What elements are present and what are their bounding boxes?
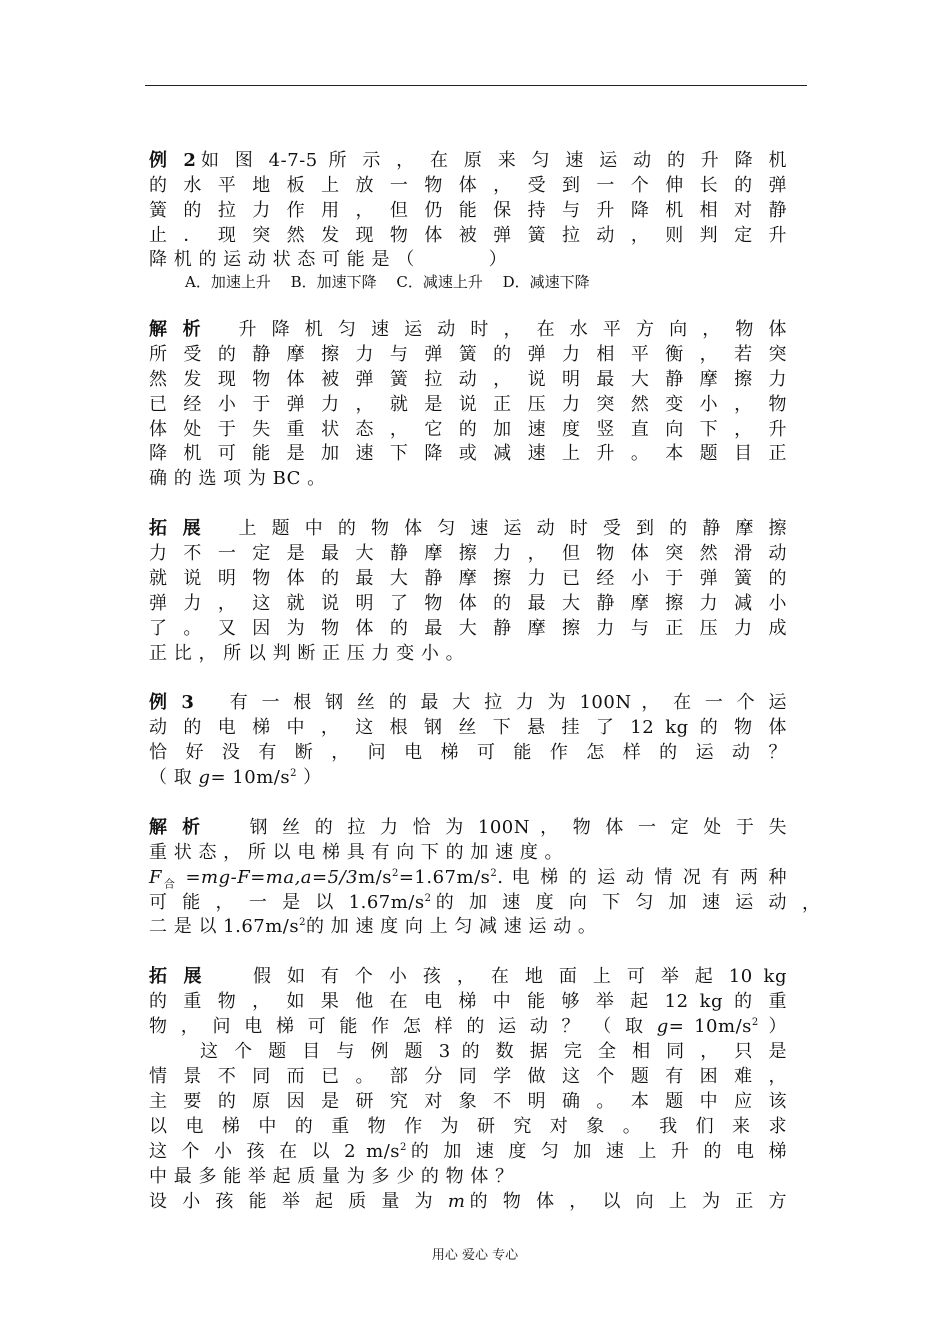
solution-3-text-a: 可 能 ， 一 是 以 1.67m/s	[149, 892, 425, 913]
solution-3-text-b: 的 加 速 度 向 下 匀 加 速 运 动	[431, 892, 788, 913]
extension-2-line-1	[149, 516, 787, 541]
solution-3-line-4	[149, 890, 787, 915]
formula: =mg-F=ma,a=5/3	[177, 867, 359, 888]
solution-3-label: 解 析	[149, 817, 205, 838]
solution-3-line-3	[149, 865, 787, 890]
extension-3-line-8	[149, 1139, 787, 1164]
header-rule	[145, 85, 807, 86]
example-3-line-1	[149, 690, 787, 715]
solution-3-text-a: 二 是 以 1.67m/s	[149, 916, 300, 937]
solution-2-line-4: 已 经 小 于 弹 力 ， 就 是 说 正 压 力 突 然 变 小 ， 物	[149, 394, 787, 415]
extension-2-line-6: 正 比 ， 所 以 判 断 正 压 力 变 小 。	[149, 643, 465, 664]
example-3-line-4	[149, 765, 787, 790]
example-2-options: A．加速上升 B．加速下降 C．减速上升 D．减速下降	[185, 273, 590, 291]
example-3-text: 有 一 根 钢 丝 的 最 大 拉 力 为 100N ， 在 一 个 运	[229, 692, 788, 713]
solution-2-line-5: 体 处 于 失 重 状 态 ， 它 的 加 速 度 竖 直 向 下 ， 升	[149, 419, 787, 440]
solution-2-line-3: 然 发 现 物 体 被 弹 簧 拉 动 ， 说 明 最 大 静 摩 擦 力	[149, 369, 787, 390]
extension-3-label: 拓 展	[149, 966, 207, 987]
superscript: 2	[400, 1142, 407, 1153]
solution-2-line-2: 所 受 的 静 摩 擦 力 与 弹 簧 的 弹 力 相 平 衡 ， 若 突	[149, 344, 787, 365]
extension-2-line-3: 就 说 明 物 体 的 最 大 静 摩 擦 力 已 经 小 于 弹 簧 的	[149, 568, 787, 589]
example-3-line-3: 恰 好 没 有 断 ， 问 电 梯 可 能 作 怎 样 的 运 动 ？	[149, 742, 787, 763]
extension-2-line-5: 了 。 又 因 为 物 体 的 最 大 静 摩 擦 力 与 正 压 力 成	[149, 618, 787, 639]
example-2-label: 例 2	[149, 150, 197, 171]
extension-3-line-1	[149, 964, 787, 989]
solution-3-line-1	[149, 815, 787, 840]
solution-2-text: 升 降 机 匀 速 运 动 时 ， 在 水 平 方 向 ， 物 体	[238, 319, 787, 340]
example-2-line-4: 止 ． 现 突 然 发 现 物 体 被 弹 簧 拉 动 ， 则 判 定 升	[149, 225, 787, 246]
solution-3-line-5	[149, 914, 787, 939]
extension-3-line-6: 主 要 的 原 因 是 研 究 对 象 不 明 确 。 本 题 中 应 该	[149, 1091, 787, 1112]
solution-3-line-4-tail: ，	[802, 893, 820, 914]
example-2-line-5: 降 机 的 运 动 状 态 可 能 是 （ ）	[149, 249, 508, 270]
solution-2-label: 解 析	[149, 319, 206, 340]
force-symbol: F	[149, 867, 162, 888]
extension-3-text-a: 设 小 孩 能 举 起 质 量 为	[149, 1191, 448, 1212]
solution-3-line-2: 重 状 态 ， 所 以 电 梯 具 有 向 下 的 加 速 度 。	[149, 842, 564, 863]
extension-2-text: 上 题 中 的 物 体 匀 速 运 动 时 受 到 的 静 摩 擦	[238, 518, 787, 539]
example-2-line-1	[149, 148, 787, 173]
mass-symbol: m	[447, 1191, 466, 1212]
g-symbol: g	[198, 767, 211, 788]
solution-3-text-b: 的 加 速 度 向 上 匀 减 速 运 动 。	[306, 916, 597, 937]
superscript: 2	[290, 768, 297, 779]
superscript: 2	[490, 868, 498, 879]
extension-3-line-5: 情 景 不 同 而 已 。 部 分 同 学 做 这 个 题 有 困 难 ，	[149, 1066, 787, 1087]
example-3-line-2: 动 的 电 梯 中 ， 这 根 钢 丝 下 悬 挂 了 12 kg 的 物 体	[149, 717, 787, 738]
extension-3-line-2: 的 重 物 ， 如 果 他 在 电 梯 中 能 够 举 起 12 kg 的 重	[149, 991, 787, 1012]
superscript: 2	[751, 1017, 759, 1028]
solution-2-line-1	[149, 317, 787, 342]
extension-3-given-close: ）	[758, 1016, 787, 1037]
extension-3-text: 物 ， 问 电 梯 可 能 作 怎 样 的 运 动 ？ （ 取	[149, 1016, 657, 1037]
example-2-line-2: 的 水 平 地 板 上 放 一 物 体 ， 受 到 一 个 伸 长 的 弹	[149, 175, 787, 196]
example-3-label: 例 3	[149, 692, 195, 713]
extension-2-line-4: 弹 力 ， 这 就 说 明 了 物 体 的 最 大 静 摩 擦 力 减 小	[149, 593, 787, 614]
example-3-given-close: ）	[296, 767, 322, 788]
solution-3-text: 钢 丝 的 拉 力 恰 为 100N ， 物 体 一 定 处 于 失	[249, 817, 787, 838]
extension-3-text-a: 这 个 小 孩 在 以 2 m/s	[149, 1141, 401, 1162]
formula-result: =1.67m/s	[398, 867, 491, 888]
solution-3-text-cont: . 电 梯 的 运 动 情 况 有 两 种	[497, 867, 788, 888]
extension-2-line-2: 力 不 一 定 是 最 大 静 摩 擦 力 ， 但 物 体 突 然 滑 动	[149, 543, 787, 564]
unit: m/s	[358, 867, 392, 888]
superscript: 2	[299, 917, 306, 928]
extension-3-text-b: 的 加 速 度 匀 加 速 上 升 的 电 梯	[406, 1141, 788, 1162]
solution-2-line-7: 确 的 选 项 为 BC 。	[149, 468, 326, 489]
extension-3-line-7: 以 电 梯 中 的 重 物 作 为 研 究 对 象 。 我 们 来 求	[149, 1116, 787, 1137]
solution-2-line-6: 降 机 可 能 是 加 速 下 降 或 减 速 上 升 。 本 题 目 正	[149, 443, 787, 464]
g-symbol: g	[656, 1016, 669, 1037]
subscript: 合	[162, 877, 178, 891]
extension-3-line-10	[149, 1189, 787, 1214]
extension-3-text: 假 如 有 个 小 孩 ， 在 地 面 上 可 举 起 10 kg	[252, 966, 787, 987]
superscript: 2	[424, 893, 432, 904]
example-2-text: 如 图 4-7-5 所 示 ， 在 原 来 匀 速 运 动 的 升 降 机	[196, 150, 787, 171]
extension-3-line-9: 中 最 多 能 举 起 质 量 为 多 少 的 物 体 ？	[149, 1166, 514, 1187]
g-value: = 10m/s	[210, 767, 291, 788]
example-2-line-3: 簧 的 拉 力 作 用 ， 但 仍 能 保 持 与 升 降 机 相 对 静	[149, 200, 787, 221]
g-value: = 10m/s	[668, 1016, 752, 1037]
extension-2-label: 拓 展	[149, 518, 206, 539]
example-3-given-open: （ 取	[149, 767, 199, 788]
page-footer: 用心 爱心 专心	[431, 1248, 519, 1263]
superscript: 2	[391, 868, 399, 879]
extension-3-line-3	[149, 1014, 787, 1039]
extension-3-line-4: 这 个 题 目 与 例 题 3 的 数 据 完 全 相 同 ， 只 是	[200, 1041, 787, 1062]
extension-3-text-b: 的 物 体 ， 以 向 上 为 正 方	[465, 1191, 787, 1212]
